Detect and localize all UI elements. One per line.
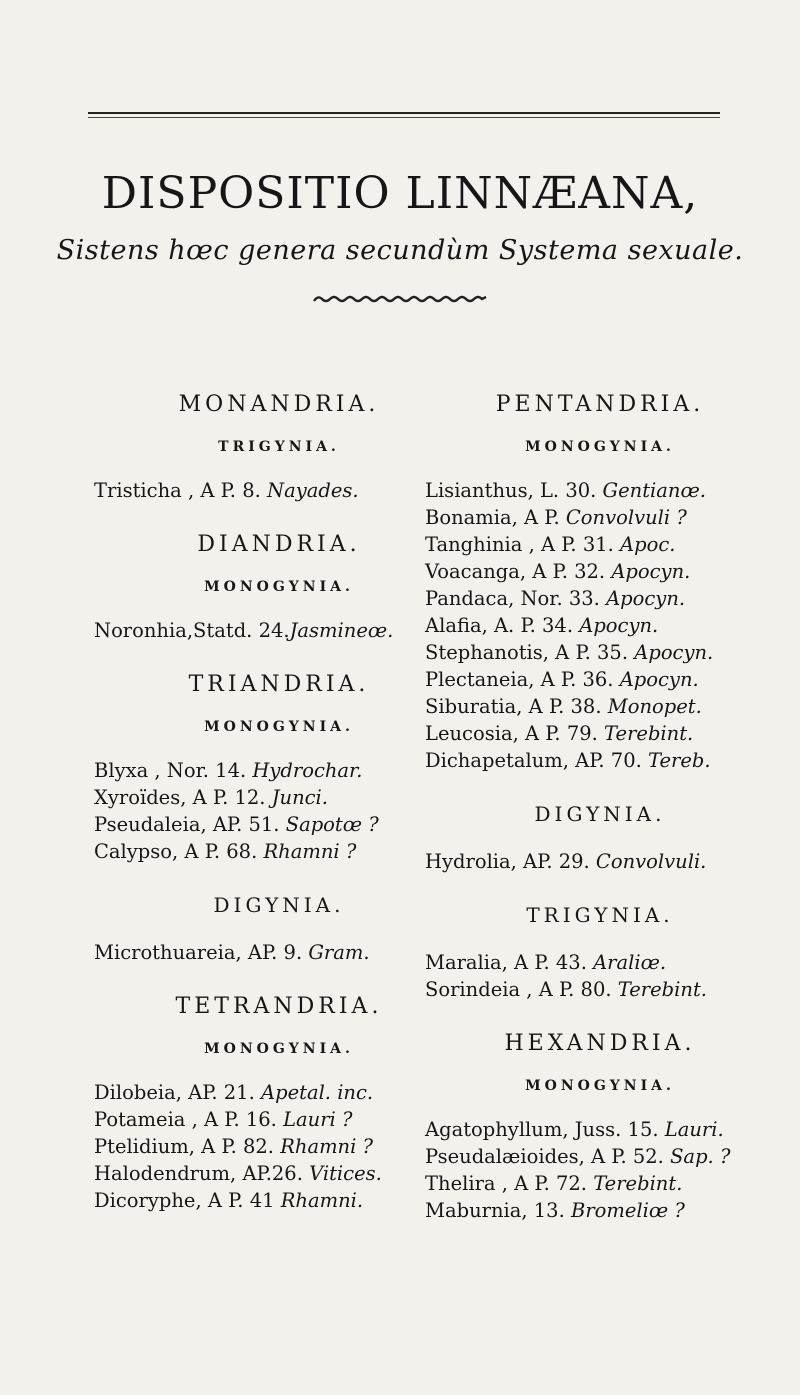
order-heading: DIGYNIA. xyxy=(213,893,345,917)
genus-entry xyxy=(94,1133,464,1160)
genus-citation: Pseudaleia, AP. 51. xyxy=(94,813,286,836)
family-name: Convolvuli. xyxy=(595,850,707,873)
family-name: Rhamni ? xyxy=(280,1135,374,1158)
genus-entry xyxy=(94,617,464,644)
section xyxy=(94,532,464,644)
genus-entry xyxy=(94,1160,464,1187)
order-heading: DIGYNIA. xyxy=(534,802,666,826)
genus-citation: Siburatia, A P. 38. xyxy=(425,695,608,718)
top-rule xyxy=(88,112,720,114)
genus-citation: Blyxa , Nor. 14. xyxy=(94,759,253,782)
genus-citation: Dilobeia, AP. 21. xyxy=(94,1081,261,1104)
genus-entry xyxy=(94,757,464,784)
class-heading: PENTANDRIA. xyxy=(495,392,705,417)
genus-entry xyxy=(425,639,775,666)
section xyxy=(425,1031,775,1224)
family-name: Sap. ? xyxy=(670,1145,731,1168)
family-name: Tereb. xyxy=(648,749,711,772)
family-name: Gram. xyxy=(308,941,370,964)
genus-entry xyxy=(425,1116,775,1143)
genus-citation: Stephanotis, A P. 35. xyxy=(425,641,635,664)
genus-citation: Sorindeia , A P. 80. xyxy=(425,978,618,1001)
genus-citation: Alafia, A. P. 34. xyxy=(425,614,580,637)
genus-citation: Hydrolia, AP. 29. xyxy=(425,850,596,873)
genus-citation: Noronhia,Statd. 24. xyxy=(94,619,290,642)
order-heading: MONOGYNIA. xyxy=(525,1078,675,1094)
genus-citation: Pandaca, Nor. 33. xyxy=(425,587,607,610)
genus-citation: Potameia , A P. 16. xyxy=(94,1108,284,1131)
genus-citation: Thelira , A P. 72. xyxy=(425,1172,594,1195)
order-heading: TRIGYNIA. xyxy=(526,903,674,927)
family-name: Apocyn. xyxy=(634,641,714,664)
family-name: Nayades. xyxy=(267,479,359,502)
family-name: Araliœ. xyxy=(593,951,667,974)
genus-entry xyxy=(94,477,464,504)
family-name: Terebint. xyxy=(593,1172,683,1195)
genus-entry xyxy=(425,1170,775,1197)
genus-entry xyxy=(425,585,775,612)
class-heading: HEXANDRIA. xyxy=(504,1031,696,1056)
genus-citation: Voacanga, A P. 32. xyxy=(425,560,612,583)
family-name: Monopet. xyxy=(607,695,702,718)
genus-entry xyxy=(94,811,464,838)
genus-citation: Microthuareia, AP. 9. xyxy=(94,941,309,964)
genus-entry xyxy=(94,838,464,865)
genus-citation: Maburnia, 13. xyxy=(425,1199,571,1222)
family-name: Vitices. xyxy=(309,1162,382,1185)
genus-citation: Dichapetalum, AP. 70. xyxy=(425,749,649,772)
class-heading: MONANDRIA. xyxy=(178,392,380,417)
genus-entry xyxy=(425,1197,775,1224)
family-name: Apocyn. xyxy=(611,560,691,583)
ornament-divider xyxy=(312,292,488,306)
family-name: Terebint. xyxy=(604,722,694,745)
genus-citation: Agatophyllum, Juss. 15. xyxy=(425,1118,665,1141)
section xyxy=(425,392,775,774)
order-heading: TRIGYNIA. xyxy=(218,439,340,455)
genus-entry xyxy=(425,612,775,639)
family-name: Gentianœ. xyxy=(602,479,706,502)
family-name: Sapotœ ? xyxy=(285,813,379,836)
family-name: Apetal. inc. xyxy=(261,1081,374,1104)
order-heading: MONOGYNIA. xyxy=(204,1041,354,1057)
genus-entry xyxy=(425,531,775,558)
right-column xyxy=(425,392,775,1252)
genus-entry xyxy=(425,477,775,504)
page-title: DISPOSITIO LINNÆANA, xyxy=(101,168,699,219)
genus-entry xyxy=(425,848,775,875)
family-name: Convolvuli ? xyxy=(565,506,687,529)
family-name: Lauri ? xyxy=(283,1108,353,1131)
genus-entry xyxy=(94,1187,464,1214)
family-name: Apocyn. xyxy=(619,668,699,691)
genus-entry xyxy=(425,747,775,774)
genus-entry xyxy=(94,784,464,811)
top-rule-thin xyxy=(88,117,720,118)
left-column xyxy=(94,392,464,1242)
section xyxy=(94,392,464,504)
section xyxy=(94,672,464,865)
order-heading: MONOGYNIA. xyxy=(204,579,354,595)
section xyxy=(425,903,775,1003)
genus-citation: Lisianthus, L. 30. xyxy=(425,479,603,502)
family-name: Rhamni ? xyxy=(263,840,357,863)
genus-citation: Bonamia, A P. xyxy=(425,506,566,529)
genus-citation: Tanghinia , A P. 31. xyxy=(425,533,621,556)
section xyxy=(94,994,464,1214)
family-name: Jasmineœ. xyxy=(289,619,394,642)
genus-entry xyxy=(425,558,775,585)
family-name: Lauri. xyxy=(664,1118,724,1141)
family-name: Apocyn. xyxy=(579,614,659,637)
genus-entry xyxy=(425,1143,775,1170)
section xyxy=(94,893,464,966)
genus-entry xyxy=(425,666,775,693)
family-name: Hydrochar. xyxy=(252,759,363,782)
family-name: Rhamni. xyxy=(280,1189,364,1212)
genus-citation: Maralia, A P. 43. xyxy=(425,951,594,974)
genus-citation: Pseudalæioides, A P. 52. xyxy=(425,1145,671,1168)
order-heading: MONOGYNIA. xyxy=(204,719,354,735)
section xyxy=(425,802,775,875)
genus-citation: Ptelidium, A P. 82. xyxy=(94,1135,281,1158)
genus-entry xyxy=(94,1079,464,1106)
genus-citation: Calypso, A P. 68. xyxy=(94,840,264,863)
class-heading: TETRANDRIA. xyxy=(175,994,383,1019)
genus-entry xyxy=(94,1106,464,1133)
genus-entry xyxy=(425,976,775,1003)
genus-citation: Tristicha , A P. 8. xyxy=(94,479,267,502)
genus-entry xyxy=(425,949,775,976)
family-name: Bromeliœ ? xyxy=(570,1199,685,1222)
genus-citation: Halodendrum, AP.26. xyxy=(94,1162,310,1185)
family-name: Apocyn. xyxy=(606,587,686,610)
order-heading: MONOGYNIA. xyxy=(525,439,675,455)
class-heading: TRIANDRIA. xyxy=(188,672,370,697)
family-name: Apoc. xyxy=(620,533,676,556)
genus-citation: Leucosia, A P. 79. xyxy=(425,722,605,745)
genus-entry xyxy=(425,720,775,747)
class-heading: DIANDRIA. xyxy=(197,532,361,557)
page-subtitle: Sistens hœc genera secundùm Systema sexuale. xyxy=(56,235,744,266)
genus-citation: Plectaneia, A P. 36. xyxy=(425,668,620,691)
genus-entry xyxy=(94,939,464,966)
genus-citation: Xyroïdes, A P. 12. xyxy=(94,786,272,809)
genus-citation: Dicoryphe, A P. 41 xyxy=(94,1189,281,1212)
genus-entry xyxy=(425,504,775,531)
family-name: Junci. xyxy=(271,786,328,809)
family-name: Terebint. xyxy=(617,978,707,1001)
genus-entry xyxy=(425,693,775,720)
